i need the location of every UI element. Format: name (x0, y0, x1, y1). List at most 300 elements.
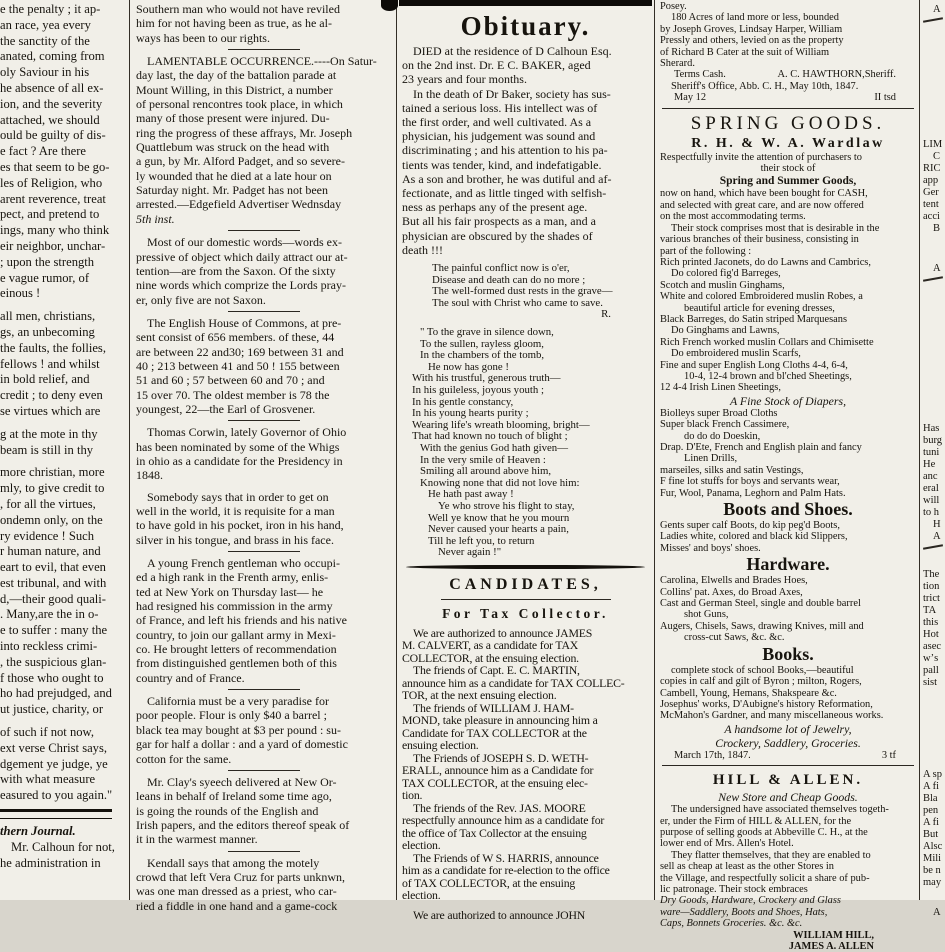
text-line: A (933, 263, 941, 274)
text-line: e fact ? Are there (0, 144, 86, 159)
text-line: Has (923, 423, 940, 434)
text-line: In his gentle constancy, (412, 395, 514, 408)
text-line: on the most accommodating terms. (660, 211, 806, 223)
text-line: ry evidence ! Such (0, 528, 95, 543)
text-line: Hot (923, 629, 939, 640)
text-left: March 17th, 1847. (674, 749, 751, 761)
jewelry-subheading: A handsome lot of Jewelry, (724, 721, 852, 736)
text-line: TA (923, 605, 937, 616)
text-line: To the sullen, rayless gloom, (420, 337, 544, 350)
text-line: Linen Drills, (684, 453, 738, 465)
text-line: wʼs (923, 653, 939, 664)
text-line: Wearing life's wreath blooming, bright— (412, 418, 590, 431)
text-line: tients was tender, kind, and indefatigable. (402, 157, 602, 172)
text-line: pressive of object which daily attract our at- (136, 249, 348, 264)
divider-rule (441, 599, 611, 600)
text-line: ware—Saddlery, Boots and Shoes, Hats, (660, 906, 828, 918)
text-line: tuni (923, 447, 940, 458)
text-line: DIED at the residence of D Calhoun Esq. (413, 44, 612, 58)
text-line: ness as perhaps any of the present age. (402, 200, 588, 215)
text-line: thern Journal. (0, 824, 76, 839)
text-line: WILLIAM HILL, (793, 929, 874, 941)
text-line: In his young hearts purity ; (412, 407, 529, 420)
spacer (923, 551, 945, 569)
text-line: beam is still in thy (0, 442, 94, 457)
text-line: eir neighbor, unchar- (0, 238, 106, 253)
text-line: In his guileless, joyous youth ; (412, 383, 544, 396)
text-line: Cast and German Steel, single and double barrel (660, 598, 861, 610)
text-line: The well-formed dust rests in the grave— (432, 285, 613, 298)
text-line: MOND, take pleasure in announcing him a (402, 713, 598, 728)
text-line: dgement ye judge, ye (0, 756, 108, 771)
text-line: ut justice, charity, or (0, 702, 104, 717)
text-line: . Many,are the in o- (0, 607, 99, 622)
text-line: A fi (923, 817, 940, 828)
text-line: ho had prejudged, and (0, 686, 112, 701)
text-line: They flatter themselves, that they are enabled to (671, 849, 871, 861)
text-line: Biolleys super Broad Cloths (660, 407, 778, 419)
text-line: shot Guns, (684, 609, 729, 621)
text-line: many of those present were injured. Du- (136, 111, 330, 126)
text-line: the faults, the follies, (0, 340, 106, 355)
text-line: As a son and brother, he was dutiful and af- (402, 171, 612, 186)
text-line: 51 and 60 ; 57 between 60 and 70 ; and (136, 373, 325, 388)
text-line: leans in behalf of Ireland some time ago, (136, 789, 332, 804)
text-line: TOR, at the next ensuing election. (402, 688, 557, 703)
text-line: ted at New York on Thursday last— he (136, 584, 324, 599)
text-line: will (923, 495, 940, 506)
text-line: country and of France. (136, 670, 245, 685)
text-line: has been nominated by some of the Whigs (136, 439, 340, 454)
spring-goods-heading: SPRING GOODS. (690, 112, 886, 134)
text-line: Ger (923, 187, 939, 198)
text-line: the first order, and well cultivated. As a (402, 115, 592, 130)
text-line: The English House of Commons, at pre- (147, 315, 342, 330)
text-line: complete stock of school Books,—beautiful (671, 664, 854, 676)
text-line (660, 92, 916, 103)
text-line: tention—are from the Saxon. Of the sixty (136, 263, 336, 278)
text-line: day last, the day of the battalion parade at (136, 68, 337, 83)
text-line: Mount Willing, in this District, a number (136, 82, 333, 97)
text-line: B (933, 223, 941, 234)
text-line: Quattlebum was struck on the head with (136, 140, 330, 155)
text-line: 1848. (136, 468, 163, 483)
text-line: him for not having been as true, as he al- (136, 16, 332, 31)
text-line: The Friends of W S. HARRIS, announce (413, 850, 599, 865)
column-divider (919, 0, 920, 900)
text-line: f those who ought to (0, 670, 104, 685)
text-line: But all his fair prospects as a man, and a (402, 214, 596, 229)
text-line: fellows ! and whilst (0, 356, 100, 371)
text-line: 180 Acres of land more or less, bounded (671, 12, 839, 24)
text-line: Super black French Cassimere, (660, 419, 790, 431)
text-line: e the penalty ; it ap- (0, 2, 101, 16)
text-line: ERALL, announce him as a Candidate for (402, 763, 594, 778)
text-line: Cambell, Young, Hemans, Shakspeare &c. (660, 687, 837, 699)
column-divider (396, 0, 397, 900)
divider-rule (228, 689, 300, 690)
text-line: Carolina, Elwells and Brades Hoes, (660, 575, 808, 587)
text-line: into reckless crimi- (0, 639, 98, 654)
text-line: by Joseph Groves, Lindsay Harper, William (660, 23, 843, 35)
divider-rule (228, 551, 300, 552)
text-line: Ladies white, colored and black kid Slippers, (660, 531, 848, 543)
text-left: Terms Cash. (674, 69, 726, 81)
spacer (923, 24, 945, 139)
text-line: tent (923, 199, 939, 210)
text-line: fectionate, and as little tinged with selfish- (402, 186, 607, 201)
text-line: Pressly and others, levied on as the property (660, 35, 844, 47)
text-line: The friends of the Rev. JAS. MOORE (413, 800, 586, 815)
text-line: and selected with great care, and are now offered (660, 199, 864, 211)
text-line: JAMES A. ALLEN (788, 941, 874, 952)
text-line: " To the grave in silence down, (420, 326, 554, 339)
text-line: COLLECTOR, at the ensuing election. (402, 650, 579, 665)
text-right: A. C. HAWTHORN,Sheriff. (777, 69, 896, 81)
text-line: of Richard B Cater at the suit of William (660, 46, 830, 58)
text-line: acci (923, 211, 940, 222)
text-line: Posey. (660, 1, 687, 12)
text-line: pall (923, 665, 939, 676)
divider-rule (662, 765, 914, 766)
text-line (660, 69, 916, 80)
text-line: He (923, 459, 936, 470)
text-line: ways has been to our rights. (136, 30, 270, 45)
text-line: on the 2nd inst. Dr. E C. BAKER, aged (402, 58, 591, 73)
text-line: a gun, by Mr. Alford Padget, and so severe- (136, 154, 345, 169)
text-line: sist (923, 677, 938, 688)
text-line: The friends of Capt. E. C. MARTIN, (413, 663, 580, 678)
text-line: California must be a very paradise for (147, 694, 329, 709)
text-line: Kendall says that among the motely (147, 855, 320, 870)
text-line: Gents super calf Boots, do kip peg'd Boots, (660, 520, 840, 532)
text-line: The soul with Christ who came to save. (432, 296, 603, 309)
divider-rule (228, 770, 300, 771)
spring-summer-subheading: Spring and Summer Goods, (719, 175, 857, 188)
text-line: asec (923, 641, 942, 652)
text-line: marseiles, silks and satin Vestings, (660, 464, 804, 476)
text-line (660, 750, 916, 761)
text-line: Ye who strove his flight to stay, (438, 499, 575, 512)
text-line: pect, and pretend to (0, 207, 100, 222)
text-line: poor people. Flour is only $40 a barrel ; (136, 708, 327, 723)
divider-rule (923, 276, 943, 281)
text-line: The undersigned have associated themselves togeth- (671, 804, 889, 816)
text-line: ; upon the strength (0, 254, 95, 269)
text-line: Do Ginghams and Lawns, (671, 325, 780, 337)
text-line: cross-cut Saws, &c. &c. (684, 632, 785, 644)
text-left: May 12 (674, 92, 707, 104)
text-line: physician, his judgement was sound and (402, 129, 596, 144)
text-line: r human nature, and (0, 544, 101, 559)
text-line: LAMENTABLE OCCURRENCE.----On Satur- (147, 54, 377, 69)
text-line: discriminating ; and his attention to his pa- (402, 143, 608, 158)
text-line: was one man dressed as a priest, who car- (136, 884, 337, 899)
text-line: einous ! (0, 286, 41, 301)
text-line: more christian, more (0, 465, 105, 480)
text-line: the Village, and respectfully solicit a share of pub- (660, 872, 870, 884)
spacer (923, 689, 945, 769)
text-line: Sheriff's Office, Abb. C. H., May 10th, 1847. (671, 80, 859, 92)
text-line: A (933, 4, 941, 15)
text-line: 15 over 70. The oldest member is 78 the (136, 387, 330, 402)
text-line: 5th inst. (136, 211, 175, 226)
divider-rule (228, 230, 300, 231)
text-line: now on hand, which have been bought for CASH, (660, 188, 868, 200)
text-right: 3 tf (881, 749, 896, 761)
text-line: Bla (923, 793, 938, 804)
text-line: oly Saviour in his (0, 65, 90, 80)
text-line: Do colored fig'd Barreges, (671, 268, 781, 280)
text-line: With his trustful, generous truth— (412, 372, 561, 385)
text-line: g at the mote in thy (0, 426, 98, 441)
text-line: physician are obscured by the shades of (402, 228, 593, 243)
wardlaw-heading: R. H. & W. A. Wardlaw (691, 135, 885, 151)
text-line: ion, and the severity (0, 96, 103, 111)
text-line: Mr. Clay's syeech delivered at New Or- (147, 774, 337, 789)
text-line: ried a fiddle in one hand and a game-cock (136, 898, 338, 913)
text-line: Most of our domestic words—words ex- (147, 235, 342, 250)
text-line: Candidate for TAX COLLECTOR at the (402, 725, 587, 740)
text-line: copies in calf and gilt of Byron ; milton, Rogers, (660, 676, 862, 688)
text-line: He now has gone ! (428, 360, 509, 373)
obituary-heading: Obituary. (460, 11, 591, 41)
boots-shoes-heading: Boots and Shoes. (723, 499, 853, 520)
text-line: all men, christians, (0, 309, 96, 324)
text-line: gs, an unbecoming (0, 324, 95, 339)
text-line: se virtues which are (0, 403, 101, 418)
text-line: Thomas Corwin, lately Governor of Ohio (147, 425, 347, 440)
text-line: With the genius God hath given— (420, 441, 568, 454)
text-line: Well ye know that he you mourn (428, 511, 570, 524)
text-line: e to suffer : many the (0, 623, 108, 638)
text-line: easured to you again." (0, 788, 113, 803)
text-line: it in the warmest manner. (136, 832, 258, 847)
text-line: cotton for the same. (136, 751, 232, 766)
text-line: silver in his tongue, and brass in his face. (136, 532, 334, 547)
text-line: eral (923, 483, 939, 494)
text-line: trict (923, 593, 940, 604)
text-line: Augers, Chisels, Saws, drawing Knives, mill and (660, 620, 864, 632)
text-line: Disease and death can do no more ; (432, 273, 586, 286)
text-line: gar for half a dollar : and a yard of domestic (136, 737, 348, 752)
text-line: Fur, Wool, Panama, Leghorn and Palm Hats. (660, 487, 846, 499)
text-line: ensuing election. (402, 738, 479, 753)
text-line: les of Religion, who (0, 175, 103, 190)
text-line: in bold relief, and (0, 372, 90, 387)
text-line: eart to evil, that even (0, 560, 106, 575)
text-line: lic patronage. Their stock embraces (660, 883, 808, 895)
divider-rule (923, 17, 943, 22)
text-line: d,—their good quali- (0, 591, 106, 606)
text-line: The friends of WILLIAM J. HAM- (413, 700, 574, 715)
text-line: black tea may bought at $3 per pound : su- (136, 722, 341, 737)
text-line: anated, coming from (0, 49, 105, 64)
text-line: country, to join our gallant army in Mexi- (136, 627, 336, 642)
text-line: youngest, 22—the Earl of Grosvener. (136, 401, 316, 416)
column-advertisements (660, 0, 916, 952)
text-line: of TAX COLLECTOR, at the ensuing (402, 875, 576, 890)
text-line: ly wounded that he died at a late hour on (136, 168, 332, 183)
text-line: In the chambers of the tomb, (420, 349, 545, 362)
text-line: Irish papers, and the editors thereof speak of (136, 817, 350, 832)
text-line: various branches of their business, consisting in (660, 234, 859, 246)
text-line: an race, yea every (0, 17, 91, 32)
text-line: attached, we should (0, 112, 100, 127)
column-right-partial (923, 0, 945, 918)
text-line: er, only five are not Saxon. (136, 292, 266, 307)
text-line: to h (923, 507, 940, 518)
text-line: Fine and super English Long Cloths 4-4, 6-4, (660, 359, 848, 371)
text-line: H (933, 519, 941, 530)
text-line: Collins' pat. Axes, do Broad Axes, (660, 586, 803, 598)
text-line: es that seem to be go- (0, 159, 110, 174)
text-line: He hath past away ! (428, 488, 514, 501)
text-line: Drap. D'Ete, French and English plain and fancy (660, 442, 862, 453)
text-line: The painful conflict now is o'er, (432, 262, 570, 275)
text-line: respectfully announce him as a candidate for (402, 813, 605, 828)
text-line: Crockery, Saddlery, Groceries. (715, 735, 861, 750)
tax-collector-subheading: For Tax Collector. (442, 605, 609, 621)
text-line: A (933, 531, 941, 542)
text-line: the sanctity of the (0, 33, 90, 48)
text-line: to have gold in his pocket, iron in his hand, (136, 518, 344, 533)
text-line: Till he left you, to return (428, 534, 535, 547)
text-line: But (923, 829, 939, 840)
text-line: ould be guilty of dis- (0, 128, 106, 143)
divider-rule (923, 544, 943, 549)
text-line: McMahon's Gardner, and many miscellaneous works. (660, 710, 884, 722)
spacer (923, 889, 945, 907)
new-store-subheading: New Store and Cheap Goods. (718, 790, 858, 805)
text-line: The (923, 569, 940, 580)
divider-rule (662, 108, 914, 109)
text-line: Caps, Bonnets Groceries. &c. &c. (660, 918, 803, 930)
text-line: sell as cheap at least as the other Stores in (660, 861, 834, 873)
text-line: In the very smile of Heaven : (420, 453, 546, 466)
text-line: ed a high rank in the Frenth army, enlis- (136, 570, 329, 585)
text-right: II tsd (874, 92, 896, 104)
text-line: Respectfully invite the attention of purchasers to (660, 151, 862, 163)
text-line: mly, to give credit to (0, 481, 105, 496)
text-line: of such if not now, (0, 725, 94, 740)
text-line: A young French gentleman who occupi- (147, 556, 340, 571)
text-line: do do do Doeskin, (684, 430, 761, 442)
text-line: is going the rounds of the English and (136, 803, 319, 818)
text-line: Never caused your hearts a pain, (428, 523, 569, 536)
text-line: may (923, 877, 942, 888)
masthead-rule (0, 809, 112, 819)
text-line: the office of Tax Collector at the ensuing (402, 825, 587, 840)
text-line: Somebody says that in order to get on (147, 489, 329, 504)
text-line: 10-4, 12-4 brown and bl'ched Sheetings, (684, 370, 852, 382)
text-line: be n (923, 865, 941, 876)
text-line: Knowing none that did not love him: (420, 476, 580, 489)
text-line: announce him as a candidate for TAX COLLEC- (402, 675, 625, 690)
text-line: Scotch and muslin Ginghams, (660, 279, 785, 291)
column-left-partial (0, 0, 127, 900)
text-line: A sp (923, 769, 942, 780)
text-line: beautiful article for evening dresses, (684, 302, 835, 314)
text-line: , the suspicious glan- (0, 654, 107, 669)
text-line: well in the world, it is requisite for a man (136, 504, 335, 518)
text-line: M. CALVERT, as a candidate for TAX (402, 638, 579, 653)
column-divider (654, 0, 655, 900)
text-line: e vague rumor, of (0, 270, 90, 285)
column-news-items (136, 0, 392, 913)
text-line: ings, many who think (0, 223, 110, 238)
text-line: anc (923, 471, 938, 482)
text-line: credit ; to deny even (0, 388, 103, 403)
text-line: The Friends of JOSEPH S. D. WETH- (413, 750, 589, 765)
text-line: with what measure (0, 772, 96, 787)
text-line: burg (923, 435, 943, 446)
text-line: tion. (402, 788, 423, 803)
hardware-heading: Hardware. (746, 554, 830, 575)
text-line: We are authorized to announce JAMES (413, 625, 593, 640)
text-line: TAX COLLECTOR, at the ensuing elec- (402, 775, 588, 790)
text-line: arrested.—Edgefield Advertiser Wednsday (136, 197, 342, 212)
text-line: he absence of all ex- (0, 80, 104, 95)
text-line: Southern man who would not have reviled (136, 2, 340, 16)
divider-rule (228, 420, 300, 421)
diapers-subheading: A Fine Stock of Diapers, (729, 393, 847, 408)
obituary-top-bar (399, 0, 652, 6)
text-line: R. (601, 308, 611, 321)
text-line: That had known no touch of blight ; (412, 430, 568, 443)
text-line: crowd that left Vera Cruz for parts unknwn, (136, 869, 346, 884)
text-line: Saturday night. Mr. Padget has not been (136, 183, 328, 198)
text-line: RIC (923, 163, 941, 174)
text-line: Sherard. (660, 58, 695, 70)
column-obituary-candidates (402, 0, 649, 922)
text-line: Dry Goods, Hardware, Crockery and Glass (660, 895, 841, 907)
text-line: Mili (923, 853, 942, 864)
text-line: their stock of (760, 163, 816, 175)
text-line: part of the following : (660, 245, 752, 257)
text-line: co. He brought letters of recommendation (136, 642, 337, 657)
text-line: Their stock comprises most that is desirable in the (671, 222, 880, 234)
text-line: in ohio as a candidate for the Presidency in (136, 453, 343, 468)
text-line: arent reverence, treat (0, 191, 106, 206)
text-line: tained a serious loss. His intellect was of (402, 100, 598, 115)
text-line: death !!! (402, 242, 443, 257)
text-line: C (933, 151, 941, 162)
ink-smudge (381, 0, 398, 11)
text-line: Misses' and boys' shoes. (660, 542, 761, 554)
text-line: app (923, 175, 939, 186)
section-divider-rule (406, 565, 645, 569)
hill-allen-heading: HILL & ALLEN. (712, 772, 864, 789)
text-line: White and colored Embroidered muslin Robes, a (660, 291, 863, 303)
text-line: pen (923, 805, 939, 816)
text-line: Josephus' works, D'Aubigne's history Reformation, (660, 698, 873, 710)
text-line: A fi (923, 781, 940, 792)
text-line: he administration in (0, 855, 101, 870)
divider-rule (228, 49, 300, 50)
text-line: Never again !" (438, 546, 502, 559)
text-line: ondemn only, on the (0, 512, 103, 527)
text-line: Rich French worked muslin Collars and Chimisette (660, 336, 874, 348)
text-line: LIM (923, 139, 943, 150)
candidates-heading: CANDIDATES, (449, 575, 602, 593)
text-line: ext verse Christ says, (0, 740, 108, 755)
text-line: of personal rencontres took place, in which (136, 97, 343, 112)
text-line: F fine lot stuffs for boys and servants wear, (660, 476, 840, 488)
spacer (923, 283, 945, 423)
text-line: Alsc (923, 841, 943, 852)
text-line: Mr. Calhoun for not, (11, 839, 115, 854)
